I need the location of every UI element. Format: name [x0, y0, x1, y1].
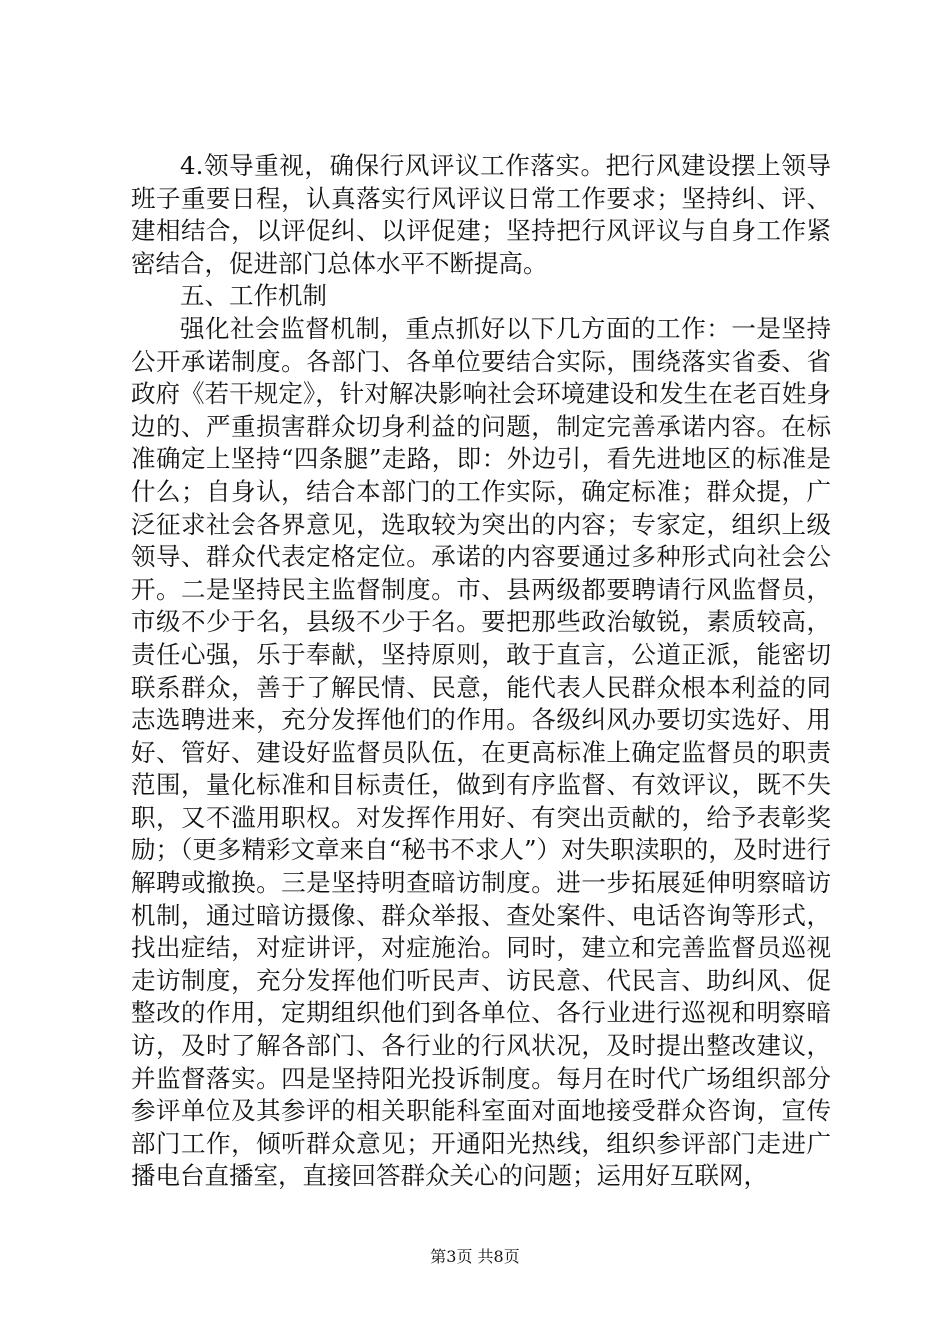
page-footer: 第3页 共8页: [430, 1247, 520, 1266]
document-body: [131, 150, 831, 1193]
paragraph-work-mechanism: 强化社会监督机制，重点抓好以下几方面的工作：一是坚持公开承诺制度。各部门、各单位要结合实际，围绕落实省委、省政府《若干规定》，针对解决影响社会环境建设和发生在老百姓身边的、严重损害群众切身利益的问题，制定完善承诺内容。在标准确定上坚持“四条腿”走路，即：外边引，看先进地区的标准是什么；自身认，结合本部门的工作实际，确定标准；群众提，广泛征求社会各界意见，选取较为突出的内容；专家定，组织上级领导、群众代表定格定位。承诺的内容要通过多种形式向社会公开。二是坚持民主监督制度。市、县两级都要聘请行风监督员，市级不少于名，县级不少于名。要把那些政治敏锐，素质较高，责任心强，乐于奉献，坚持原则，敢于直言，公道正派，能密切联系群众，善于了解民情、民意，能代表人民群众根本利益的同志选聘进来，充分发挥他们的作用。各级纠风办要切实选好、用好、管好、建设好监督员队伍，在更高标准上确定监督员的职责范围，量化标准和目标责任，做到有序监督、有效评议，既不失职，又不滥用职权。对发挥作用好、有突出贡献的，给予表彰奖励；（更多精彩文章来自“秘书不求人”）对失职渎职的，及时进行解聘或撤换。三是坚持明查暗访制度。进一步拓展延伸明察暗访机制，通过暗访摄像、群众举报、查处案件、电话咨询等形式，找出症结，对症讲评，对症施治。同时，建立和完善监督员巡视走访制度，充分发挥他们听民声、访民意、代民言、助纠风、促整改的作用，定期组织他们到各单位、各行业进行巡视和明察暗访，及时了解各部门、各行业的行风状况，及时提出整改建议，并监督落实。四是坚持阳光投诉制度。每月在时代广场组织部分参评单位及其参评的相关职能科室面对面地接受群众咨询，宣传部门工作，倾听群众意见；开通阳光热线，组织参评部门走进广播电台直播室，直接回答群众关心的问题；运用好互联网，: [131, 313, 831, 1191]
paragraph-item-4: 4.领导重视，确保行风评议工作落实。把行风建设摆上领导班子重要日程，认真落实行风评议日常工作要求；坚持纠、评、建相结合，以评促纠、以评促建；坚持把行风评议与自身工作紧密结合，促进部门总体水平不断提高。: [131, 151, 831, 278]
section-heading: 五、工作机制: [180, 281, 327, 311]
